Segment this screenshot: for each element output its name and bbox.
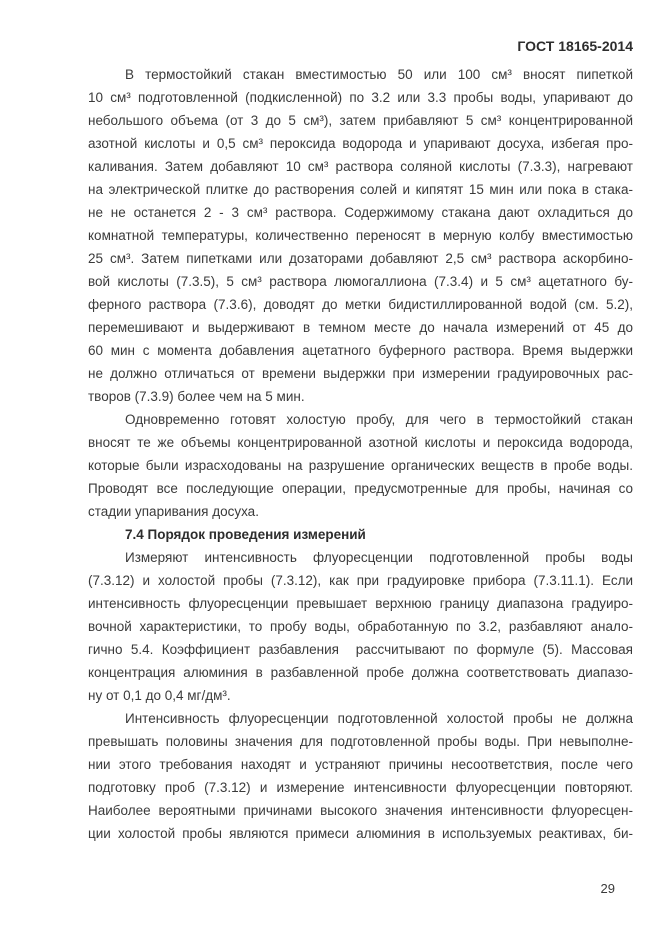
- text-line: превышать половины значения для подготовленной пробы воды. При невыполне-: [88, 734, 633, 749]
- text-line: нии этого требования находят и устраняют причины несоответствия, после чего: [88, 757, 633, 772]
- text-line: гично 5.4. Коэффициент разбавления рассчитывают по формуле (5). Массовая: [88, 642, 633, 657]
- text-line: комнатной температуры, количественно переносят в мерную колбу вместимостью: [88, 228, 633, 243]
- text-line: Проводят все последующие операции, предусмотренные для пробы, начиная со: [88, 481, 633, 496]
- page-number: 29: [600, 881, 615, 896]
- text-line: ферного раствора (7.3.6), доводят до метки бидистиллированной водой (см. 5.2),: [88, 297, 633, 312]
- text-line: Наиболее вероятными причинами высокого значения интенсивности флуоресцен-: [88, 803, 633, 818]
- text-line: 60 мин с момента добавления ацетатного буферного раствора. Время выдержки: [88, 343, 633, 358]
- text-line: не не останется 2 - 3 см³ раствора. Содержимому стакана дают охладиться до: [88, 205, 633, 220]
- text-line: 25 см³. Затем пипетками или дозаторами добавляют 2,5 см³ раствора аскорбино-: [88, 251, 633, 266]
- text-line: вой кислоты (7.3.5), 5 см³ раствора люмогаллиона (7.3.4) и 5 см³ ацетатного бу-: [88, 274, 633, 289]
- text-line: (7.3.12) и холостой пробы (7.3.12), как при градуировке прибора (7.3.11.1). Если: [88, 573, 633, 588]
- text-line: Одновременно готовят холостую пробу, для чего в термостойкий стакан: [125, 412, 633, 427]
- text-line: Интенсивность флуоресценции подготовленной холостой пробы не должна: [125, 711, 633, 726]
- text-line: 10 см³ подготовленной (подкисленной) по 3.2 или 3.3 пробы воды, упаривают до: [88, 90, 633, 105]
- text-line: вносят те же объемы концентрированной азотной кислоты и пероксида водорода,: [88, 435, 633, 450]
- text-line: перемешивают и выдерживают в темном месте до начала измерений от 45 до: [88, 320, 633, 335]
- text-line: подготовку проб (7.3.12) и измерение интенсивности флуоресценции повторяют.: [88, 780, 633, 795]
- text-line: не должно отличаться от времени выдержки при измерении градуировочных рас-: [88, 366, 633, 381]
- text-line: вочной характеристики, то пробу воды, обработанную по 3.2, разбавляют анало-: [88, 619, 633, 634]
- text-line: Измеряют интенсивность флуоресценции подготовленной пробы воды: [125, 550, 633, 565]
- text-line: В термостойкий стакан вместимостью 50 или 100 см³ вносят пипеткой: [125, 67, 633, 82]
- document-header: ГОСТ 18165-2014: [517, 38, 633, 54]
- text-line: небольшого объема (от 3 до 5 см³), затем прибавляют 5 см³ концентрированной: [88, 113, 633, 128]
- text-line: каливания. Затем добавляют 10 см³ раствора соляной кислоты (7.3.3), нагревают: [88, 159, 633, 174]
- text-line: на электрической плитке до растворения солей и кипятят 15 мин или пока в стака-: [88, 182, 633, 197]
- text-line: которые были израсходованы на разрушение органических веществ в пробе воды.: [88, 458, 633, 473]
- text-line: ну от 0,1 до 0,4 мг/дм³.: [88, 688, 231, 703]
- text-line: творов (7.3.9) более чем на 5 мин.: [88, 389, 305, 404]
- section-heading: 7.4 Порядок проведения измерений: [125, 527, 366, 542]
- text-line: концентрация алюминия в разбавленной пробе должна соответствовать диапазо-: [88, 665, 633, 680]
- document-body: [88, 63, 633, 845]
- text-line: азотной кислоты и 0,5 см³ пероксида водорода и упаривают досуха, избегая про-: [88, 136, 633, 151]
- text-line: стадии упаривания досуха.: [88, 504, 259, 519]
- text-line: ции холостой пробы являются примеси алюминия в используемых реактивах, би-: [88, 826, 633, 841]
- text-line: интенсивность флуоресценции превышает верхнюю границу диапазона градуиро-: [88, 596, 633, 611]
